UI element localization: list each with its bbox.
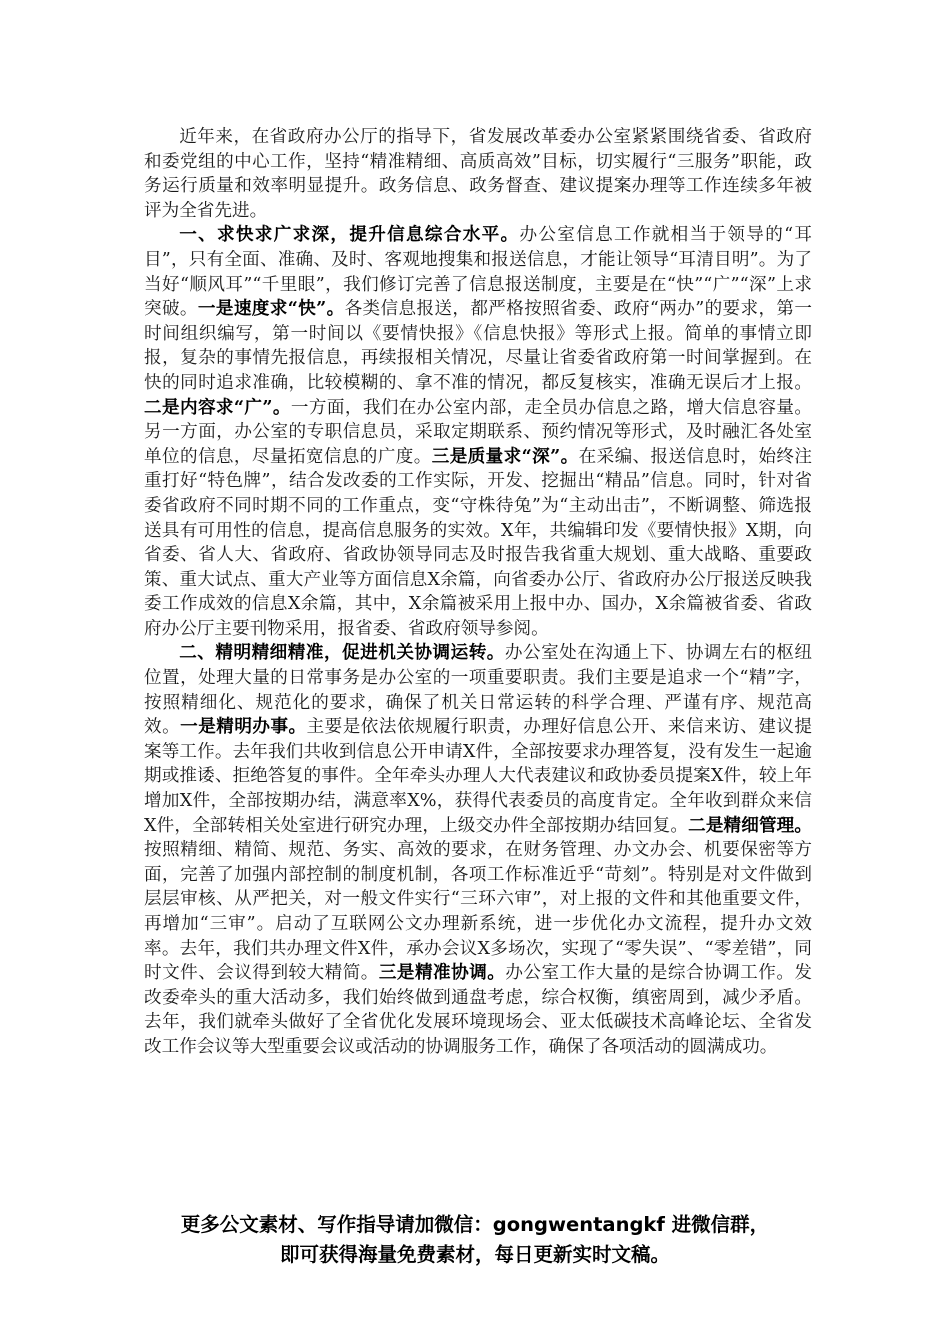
document-body: [144, 125, 812, 1060]
footer-promo: [60, 1210, 890, 1270]
section-heading: 二、精明精细精准，促进机关协调运转。: [179, 642, 505, 664]
section-heading: 一、求快求广求深，提升信息综合水平。: [179, 224, 520, 246]
paragraph-text: 办公室工作大量的是综合协调工作。发改委牵头的重大活动多，我们始终做到通盘考虑，综合权衡，缜密周到，减少矛盾。去年，我们就牵头做好了全省优化发展环境现场会、亚太低碳技术高峰论坛、全省发改工作会议等大型重要会议或活动的协调服务工作，确保了各项活动的圆满成功。: [144, 963, 812, 1057]
paragraph-text: 一方面，我们在办公室内部，走全员办信息之路，增大信息容量。另一方面，办公室的专职信息员，采取定期联系、预约情况等形式，及时融汇各处室单位的信息，尽量拓宽信息的广度。: [144, 397, 812, 467]
paragraph-text: 各类信息报送，都严格按照省委、政府“两办”的要求，第一时间组织编写，第一时间以《要情快报》《信息快报》等形式上报。简单的事情立即报，复杂的事情先报信息，再续报相关情况，尽量让省委省政府第一时间掌握到。在快的同时追求准确，比较模糊的、拿不准的情况，都反复核实，准确无误后才上报。: [144, 299, 812, 393]
paragraph-text: 办公室信息工作就相当于领导的“耳目”，只有全面、准确、及时、客观地搜集和报送信息，才能让领导“耳清目明”。为了当好“顺风耳”“千里眼”，我们修订完善了信息报送制度，主要是在“快”“广”“深”上求突破。: [144, 225, 812, 320]
subpoint-heading: 三是质量求“深”。: [431, 445, 579, 467]
paragraph-text: 主要是依法依规履行职责，办理好信息公开、来信来访、建议提案等工作。去年我们共收到信息公开申请X件，全部按要求办理答复，没有发生一起逾期或推诿、拒绝答复的事件。全年牵头办理人大代表建议和政协委员提案X件，较上年增加X件，全部按期办结，满意率X%，获得代表委员的高度肯定。全年收到群众来信X件，全部转相关处室进行研究办理，上级交办件全部按期办结回复。: [144, 717, 812, 836]
paragraph-text: 近年来，在省政府办公厅的指导下，省发展改革委办公室紧紧围绕省委、省政府和委党组的中心工作，坚持“精准精细、高质高效”目标，切实履行“三服务”职能，政务运行质量和效率明显提升。政务信息、政务督查、建议提案办理等工作连续多年被评为全省先进。: [144, 127, 812, 221]
subpoint-heading: 二是精细管理。: [688, 814, 812, 836]
footer-line: 更多公文素材、写作指导请加微信：gongwentangkf 进微信群，: [180, 1213, 770, 1236]
subpoint-heading: 二是内容求“广”。: [144, 396, 291, 418]
paragraph-text: 在采编、报送信息时，始终注重打好“特色牌”，结合发改委的工作实际，开发、挖掘出“精品”信息。同时，针对省委省政府不同时期不同的工作重点，变“守株待兔”为“主动出击”，不断调整、筛选报送具有可用性的信息，提高信息服务的实效。X年，共编辑印发《要情快报》X期，向省委、省人大、省政府、省政协领导同志及时报告我省重大规划、重大战略、重要政策、重大试点、重大产业等方面信息X余篇，向省委办公厅、省政府办公厅报送反映我委工作成效的信息X余篇，其中，X余篇被采用上报中办、国办，X余篇被省委、省政府办公厅主要刊物采用，报省委、省政府领导参阅。: [144, 446, 812, 639]
subpoint-heading: 一是速度求“快”。: [197, 298, 345, 320]
footer-line: 即可获得海量免费素材，每日更新实时文稿。: [279, 1243, 670, 1266]
paragraph-text: 按照精细、精简、规范、务实、高效的要求，在财务管理、办文办会、机要保密等方面，完善了加强内部控制的制度机制，各项工作标准近乎“苛刻”。特别是对文件做到层层审核、从严把关，对一般文件实行“三环六审”，对上报的文件和其他重要文件，再增加“三审”。启动了互联网公文办理新系统，进一步优化办文流程，提升办文效率。去年，我们共办理文件X件，承办会议X多场次，实现了“零失误”、“零差错”，同时文件、会议得到较大精简。: [144, 840, 812, 984]
paragraph: [144, 125, 812, 223]
paragraph-text: 办公室处在沟通上下、协调左右的枢纽位置，处理大量的日常事务是办公室的一项重要职责。我们主要是追求一个“精”字，按照精细化、规范化的要求，确保了机关日常运转的科学合理、严谨有序、规范高效。: [144, 643, 812, 738]
paragraph: [144, 641, 812, 1059]
subpoint-heading: 一是精明办事。: [180, 716, 307, 738]
paragraph: [144, 223, 812, 641]
subpoint-heading: 三是精准协调。: [378, 962, 506, 984]
